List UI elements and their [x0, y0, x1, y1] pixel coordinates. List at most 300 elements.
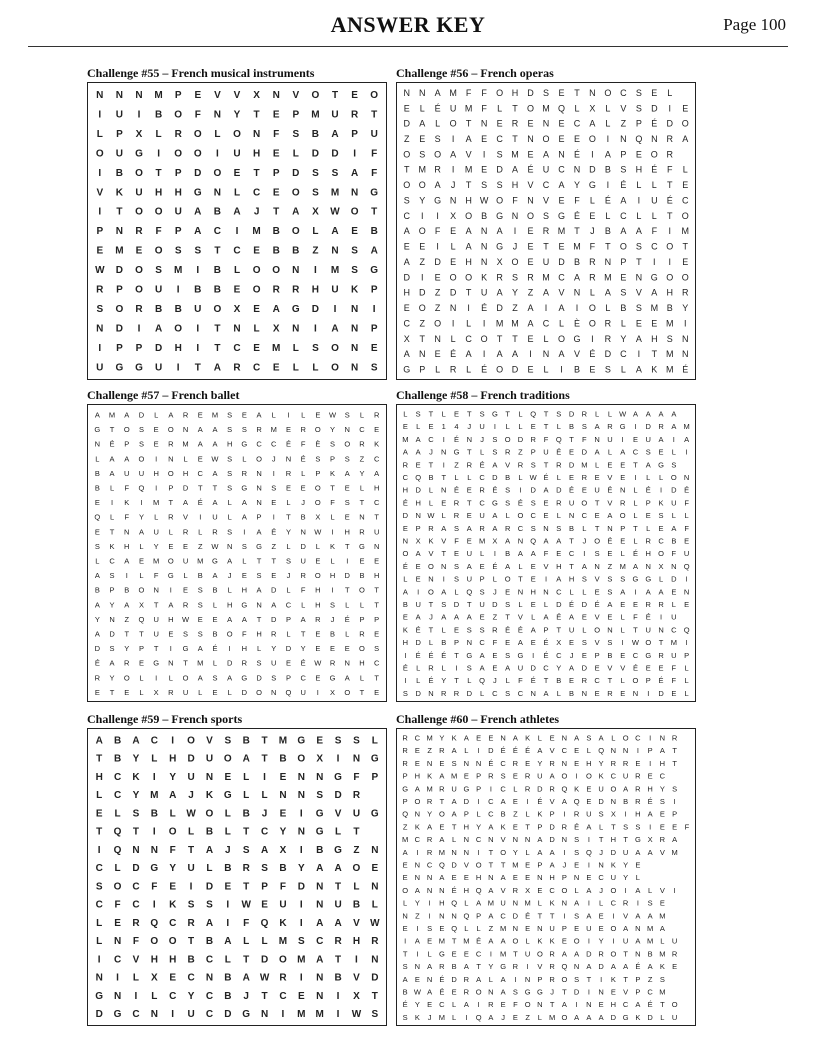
- grid-letter: M: [311, 109, 320, 121]
- grid-letter: O: [252, 284, 261, 296]
- grid-letter: T: [549, 1000, 555, 1010]
- grid-letter: É: [434, 103, 441, 114]
- grid-letter: S: [197, 600, 203, 610]
- grid-letter: C: [568, 549, 575, 559]
- grid-letter: A: [635, 936, 641, 946]
- grid-letter: É: [632, 549, 638, 559]
- grid-letter: L: [620, 318, 626, 329]
- grid-letter: S: [512, 987, 518, 997]
- grid-letter: N: [466, 434, 473, 444]
- grid-letter: N: [480, 256, 488, 267]
- grid-letter: T: [633, 460, 638, 470]
- grid-letter: T: [371, 990, 378, 1002]
- grid-letter: V: [549, 746, 555, 756]
- grid-letter: L: [403, 574, 408, 584]
- grid-letter: V: [635, 287, 642, 298]
- grid-letter: O: [167, 468, 174, 478]
- grid-letter: D: [154, 343, 163, 354]
- grid-letter: H: [153, 468, 159, 478]
- grid-letter: A: [581, 561, 587, 571]
- grid-letter: I: [98, 167, 102, 179]
- grid-letter: S: [419, 149, 426, 160]
- grid-letter: M: [478, 536, 486, 546]
- grid-letter: Y: [682, 303, 689, 314]
- grid-letter: I: [526, 797, 529, 807]
- grid-letter: M: [495, 318, 504, 329]
- grid-letter: É: [439, 974, 445, 984]
- grid-letter: E: [496, 118, 503, 129]
- grid-letter: T: [359, 498, 365, 508]
- grid-letter: R: [132, 917, 140, 929]
- grid-letter: E: [253, 304, 260, 316]
- grid-letter: L: [464, 746, 469, 756]
- page-number: Page 100: [723, 15, 786, 34]
- grid-letter: U: [138, 468, 145, 478]
- grid-letter: M: [438, 847, 446, 857]
- grid-letter: A: [242, 753, 250, 765]
- grid-letter: Z: [527, 287, 534, 298]
- grid-letter: A: [331, 128, 339, 140]
- grid-letter: N: [434, 333, 441, 344]
- grid-letter: S: [330, 439, 336, 449]
- grid-letter: Z: [454, 460, 459, 470]
- grid-letter: C: [439, 1000, 445, 1010]
- grid-letter: Q: [94, 512, 101, 522]
- grid-letter: U: [135, 187, 143, 199]
- grid-letter: É: [402, 1000, 408, 1010]
- grid-letter: Z: [513, 809, 518, 819]
- grid-letter: L: [139, 541, 144, 551]
- grid-letter: P: [109, 585, 115, 595]
- grid-letter: E: [371, 863, 379, 875]
- grid-letter: E: [512, 873, 518, 883]
- grid-letter: A: [415, 549, 421, 559]
- grid-letter: S: [581, 422, 587, 432]
- grid-letter: E: [651, 87, 658, 98]
- grid-letter: E: [414, 974, 420, 984]
- grid-letter: M: [272, 343, 281, 354]
- grid-letter: N: [350, 362, 359, 374]
- grid-letter: T: [214, 245, 221, 257]
- grid-letter: N: [466, 638, 473, 648]
- grid-letter: S: [370, 362, 378, 374]
- grid-letter: E: [586, 797, 592, 807]
- grid-letter: V: [623, 911, 629, 921]
- grid-letter: É: [651, 118, 658, 129]
- grid-letter: L: [582, 587, 587, 597]
- grid-letter: S: [556, 409, 562, 419]
- grid-letter: T: [467, 409, 472, 419]
- grid-letter: Y: [419, 195, 426, 206]
- grid-letter: B: [569, 422, 575, 432]
- grid-letter: E: [530, 638, 536, 648]
- grid-letter: W: [95, 265, 105, 277]
- grid-letter: O: [500, 847, 507, 857]
- grid-letter: Q: [573, 797, 580, 807]
- grid-letter: K: [525, 733, 531, 743]
- grid-letter: A: [212, 439, 218, 449]
- grid-letter: A: [645, 409, 651, 419]
- grid-letter: X: [316, 753, 324, 765]
- grid-letter: C: [479, 473, 485, 483]
- grid-letter: É: [428, 676, 434, 686]
- grid-letter: P: [96, 226, 104, 238]
- grid-letter: V: [607, 498, 613, 508]
- grid-letter: L: [435, 118, 441, 129]
- grid-letter: I: [336, 753, 340, 765]
- grid-letter: I: [416, 949, 419, 959]
- grid-letter: R: [573, 809, 580, 819]
- grid-letter: H: [402, 485, 409, 495]
- grid-letter: P: [561, 923, 567, 933]
- grid-letter: L: [633, 511, 638, 521]
- grid-letter: A: [241, 512, 247, 522]
- grid-letter: N: [480, 226, 488, 237]
- grid-letter: L: [620, 364, 626, 375]
- grid-letter: G: [297, 735, 306, 747]
- grid-letter: N: [96, 323, 104, 335]
- grid-letter: S: [206, 899, 213, 911]
- grid-letter: F: [434, 226, 441, 237]
- grid-letter: A: [537, 835, 543, 845]
- grid-letter: M: [252, 226, 261, 238]
- grid-letter: S: [574, 835, 580, 845]
- grid-letter: L: [416, 422, 421, 432]
- grid-letter: P: [537, 974, 543, 984]
- grid-letter: Y: [620, 333, 627, 344]
- grid-letter: G: [491, 498, 498, 508]
- grid-letter: I: [404, 650, 407, 660]
- grid-letter: B: [556, 676, 562, 686]
- grid-letter: É: [573, 210, 580, 221]
- grid-letter: F: [454, 536, 459, 546]
- grid-letter: O: [418, 226, 426, 237]
- grid-letter: E: [402, 612, 408, 622]
- grid-letter: U: [671, 498, 677, 508]
- grid-letter: F: [667, 164, 673, 175]
- grid-letter: T: [428, 409, 434, 419]
- grid-letter: R: [373, 410, 380, 420]
- grid-letter: I: [587, 936, 590, 946]
- grid-letter: F: [279, 881, 286, 893]
- grid-letter: L: [151, 990, 158, 1002]
- grid-letter: É: [537, 797, 543, 807]
- grid-letter: G: [370, 187, 379, 199]
- grid-letter: E: [439, 923, 445, 933]
- grid-letter: N: [573, 873, 580, 883]
- grid-letter: I: [519, 485, 522, 495]
- grid-letter: U: [331, 109, 339, 121]
- grid-letter: U: [645, 625, 651, 635]
- grid-letter: D: [260, 954, 269, 966]
- grid-letter: E: [224, 771, 232, 783]
- grid-letter: O: [174, 323, 183, 335]
- grid-letter: C: [558, 272, 565, 283]
- grid-letter: A: [479, 650, 485, 660]
- grid-letter: V: [428, 549, 434, 559]
- grid-letter: T: [454, 676, 459, 686]
- grid-letter: G: [438, 949, 445, 959]
- grid-letter: C: [373, 658, 380, 668]
- grid-letter: E: [415, 460, 421, 470]
- grid-letter: I: [591, 333, 594, 344]
- grid-letter: O: [123, 425, 130, 435]
- grid-letter: Y: [279, 826, 287, 838]
- grid-letter: E: [168, 629, 174, 639]
- grid-letter: S: [344, 498, 350, 508]
- grid-letter: I: [155, 483, 158, 493]
- grid-letter: E: [500, 1000, 506, 1010]
- grid-letter: É: [454, 485, 460, 495]
- grid-letter: A: [659, 746, 665, 756]
- grid-letter: É: [527, 164, 534, 175]
- grid-letter: D: [271, 614, 277, 624]
- grid-letter: E: [271, 498, 277, 508]
- grid-letter: N: [297, 771, 305, 783]
- grid-letter: H: [463, 822, 470, 832]
- grid-letter: D: [610, 847, 617, 857]
- grid-letter: T: [512, 333, 518, 344]
- grid-letter: O: [610, 784, 617, 794]
- grid-letter: T: [667, 180, 673, 191]
- grid-letter: A: [517, 549, 523, 559]
- grid-letter: N: [414, 860, 421, 870]
- grid-letter: Q: [260, 917, 269, 929]
- grid-letter: G: [334, 771, 342, 783]
- grid-letter: N: [113, 936, 122, 948]
- grid-letter: S: [371, 1009, 379, 1021]
- grid-letter: S: [620, 287, 627, 298]
- grid-letter: I: [482, 349, 486, 360]
- grid-letter: D: [586, 949, 592, 959]
- grid-letter: L: [330, 512, 335, 522]
- grid-letter: Z: [419, 256, 425, 267]
- grid-letter: M: [671, 847, 678, 857]
- grid-letter: R: [622, 758, 629, 768]
- grid-letter: L: [518, 473, 523, 483]
- grid-letter: E: [525, 758, 531, 768]
- grid-letter: O: [527, 210, 535, 221]
- grid-letter: B: [272, 226, 280, 238]
- grid-letter: R: [402, 733, 408, 743]
- grid-letter: A: [183, 498, 189, 508]
- grid-letter: N: [543, 587, 549, 597]
- grid-letter: É: [285, 439, 291, 449]
- grid-letter: L: [96, 128, 103, 140]
- grid-letter: S: [598, 809, 604, 819]
- grid-letter: T: [132, 826, 139, 838]
- grid-letter: Q: [683, 625, 690, 635]
- grid-letter: P: [635, 987, 641, 997]
- grid-letter: S: [659, 797, 665, 807]
- grid-letter: L: [505, 422, 510, 432]
- grid-letter: M: [619, 561, 626, 571]
- grid-letter: W: [370, 917, 380, 929]
- grid-letter: Z: [434, 303, 441, 314]
- grid-letter: X: [556, 638, 562, 648]
- grid-letter: D: [549, 835, 555, 845]
- grid-letter: B: [213, 284, 222, 296]
- grid-letter: C: [549, 885, 555, 895]
- grid-letter: N: [619, 485, 626, 495]
- grid-letter: É: [635, 962, 641, 972]
- grid-letter: G: [291, 304, 300, 316]
- grid-letter: G: [403, 364, 411, 375]
- grid-letter: A: [233, 206, 241, 218]
- grid-letter: C: [479, 498, 485, 508]
- grid-letter: E: [525, 873, 531, 883]
- grid-letter: A: [427, 822, 433, 832]
- grid-letter: D: [512, 911, 519, 921]
- grid-letter: Z: [403, 133, 410, 144]
- grid-letter: S: [530, 523, 536, 533]
- grid-letter: E: [549, 733, 555, 743]
- grid-letter: O: [256, 454, 262, 464]
- grid-letter: S: [227, 468, 233, 478]
- grid-letter: É: [450, 349, 457, 360]
- grid-letter: U: [187, 1009, 195, 1021]
- grid-letter: E: [607, 612, 613, 622]
- word-search-grid: [396, 82, 696, 380]
- grid-letter: N: [561, 835, 568, 845]
- grid-letter: K: [427, 771, 433, 781]
- grid-letter: I: [420, 272, 424, 283]
- grid-letter: N: [371, 881, 379, 893]
- grid-letter: I: [152, 826, 156, 838]
- grid-letter: E: [153, 425, 159, 435]
- grid-letter: I: [649, 822, 652, 832]
- grid-letter: M: [500, 949, 507, 959]
- grid-letter: L: [419, 103, 425, 114]
- grid-letter: B: [224, 863, 232, 875]
- grid-letter: S: [466, 625, 472, 635]
- grid-letter: S: [505, 498, 511, 508]
- grid-letter: A: [465, 226, 472, 237]
- grid-letter: V: [206, 735, 213, 747]
- grid-letter: K: [350, 284, 359, 296]
- grid-letter: S: [312, 187, 319, 199]
- grid-letter: E: [512, 771, 518, 781]
- grid-letter: A: [561, 797, 567, 807]
- grid-letter: L: [168, 527, 173, 537]
- grid-letter: A: [344, 468, 350, 478]
- grid-letter: B: [187, 954, 195, 966]
- grid-letter: N: [586, 1000, 592, 1010]
- grid-letter: I: [137, 323, 141, 335]
- grid-letter: I: [263, 771, 266, 783]
- grid-letter: R: [581, 409, 588, 419]
- grid-letter: T: [672, 758, 677, 768]
- grid-letter: A: [594, 447, 600, 457]
- grid-letter: W: [529, 473, 537, 483]
- grid-letter: Q: [561, 784, 568, 794]
- grid-letter: E: [658, 663, 664, 673]
- grid-letter: É: [525, 911, 531, 921]
- grid-letter: C: [632, 447, 639, 457]
- grid-letter: I: [98, 343, 102, 354]
- grid-letter: G: [463, 784, 470, 794]
- grid-letter: Y: [271, 644, 277, 654]
- grid-letter: S: [454, 574, 460, 584]
- grid-letter: A: [645, 587, 651, 597]
- grid-letter: T: [335, 881, 342, 893]
- grid-letter: Y: [439, 733, 445, 743]
- grid-letter: E: [124, 687, 130, 697]
- grid-letter: L: [518, 409, 523, 419]
- grid-letter: E: [403, 241, 410, 252]
- grid-letter: L: [95, 454, 100, 464]
- grid-letter: D: [610, 1012, 617, 1022]
- grid-letter: L: [242, 454, 247, 464]
- grid-letter: C: [610, 771, 617, 781]
- grid-letter: G: [632, 574, 639, 584]
- grid-letter: T: [374, 600, 379, 610]
- grid-letter: I: [98, 109, 102, 121]
- grid-letter: N: [573, 962, 580, 972]
- grid-letter: Q: [585, 847, 592, 857]
- grid-letter: Q: [530, 536, 537, 546]
- grid-letter: W: [314, 527, 322, 537]
- grid-letter: A: [331, 323, 339, 335]
- grid-letter: N: [292, 265, 300, 277]
- grid-letter: L: [636, 210, 642, 221]
- grid-letter: O: [650, 149, 658, 160]
- grid-letter: A: [543, 536, 549, 546]
- grid-letter: I: [442, 574, 445, 584]
- grid-letter: L: [114, 863, 121, 875]
- grid-letter: E: [427, 936, 433, 946]
- grid-letter: I: [299, 972, 303, 984]
- grid-letter: T: [569, 536, 574, 546]
- grid-letter: L: [605, 210, 611, 221]
- grid-letter: B: [441, 638, 447, 648]
- grid-letter: K: [537, 809, 543, 819]
- grid-letter: L: [466, 318, 472, 329]
- grid-letter: E: [530, 599, 536, 609]
- grid-letter: G: [113, 1009, 122, 1021]
- grid-letter: O: [314, 571, 321, 581]
- grid-letter: É: [451, 885, 457, 895]
- grid-letter: X: [353, 990, 360, 1002]
- grid-letter: I: [299, 917, 303, 929]
- grid-letter: S: [292, 128, 300, 140]
- grid-letter: S: [671, 460, 677, 470]
- grid-letter: É: [300, 658, 306, 668]
- grid-letter: C: [496, 133, 503, 144]
- grid-letter: A: [620, 587, 626, 597]
- grid-letter: E: [279, 771, 287, 783]
- grid-letter: D: [331, 148, 339, 160]
- grid-letter: L: [492, 574, 497, 584]
- grid-letter: U: [651, 195, 658, 206]
- grid-letter: A: [260, 844, 269, 856]
- grid-letter: N: [113, 990, 122, 1002]
- grid-letter: O: [418, 303, 426, 314]
- grid-letter: T: [214, 343, 221, 354]
- grid-letter: N: [182, 425, 189, 435]
- grid-letter: R: [527, 272, 534, 283]
- grid-letter: R: [549, 962, 555, 972]
- grid-letter: R: [168, 687, 174, 697]
- grid-letter: I: [529, 349, 532, 360]
- grid-letter: A: [672, 835, 678, 845]
- grid-letter: A: [500, 797, 506, 807]
- grid-letter: E: [658, 447, 664, 457]
- grid-letter: E: [481, 133, 488, 144]
- grid-letter: L: [556, 688, 561, 698]
- grid-letter: I: [587, 987, 590, 997]
- grid-letter: G: [315, 826, 324, 838]
